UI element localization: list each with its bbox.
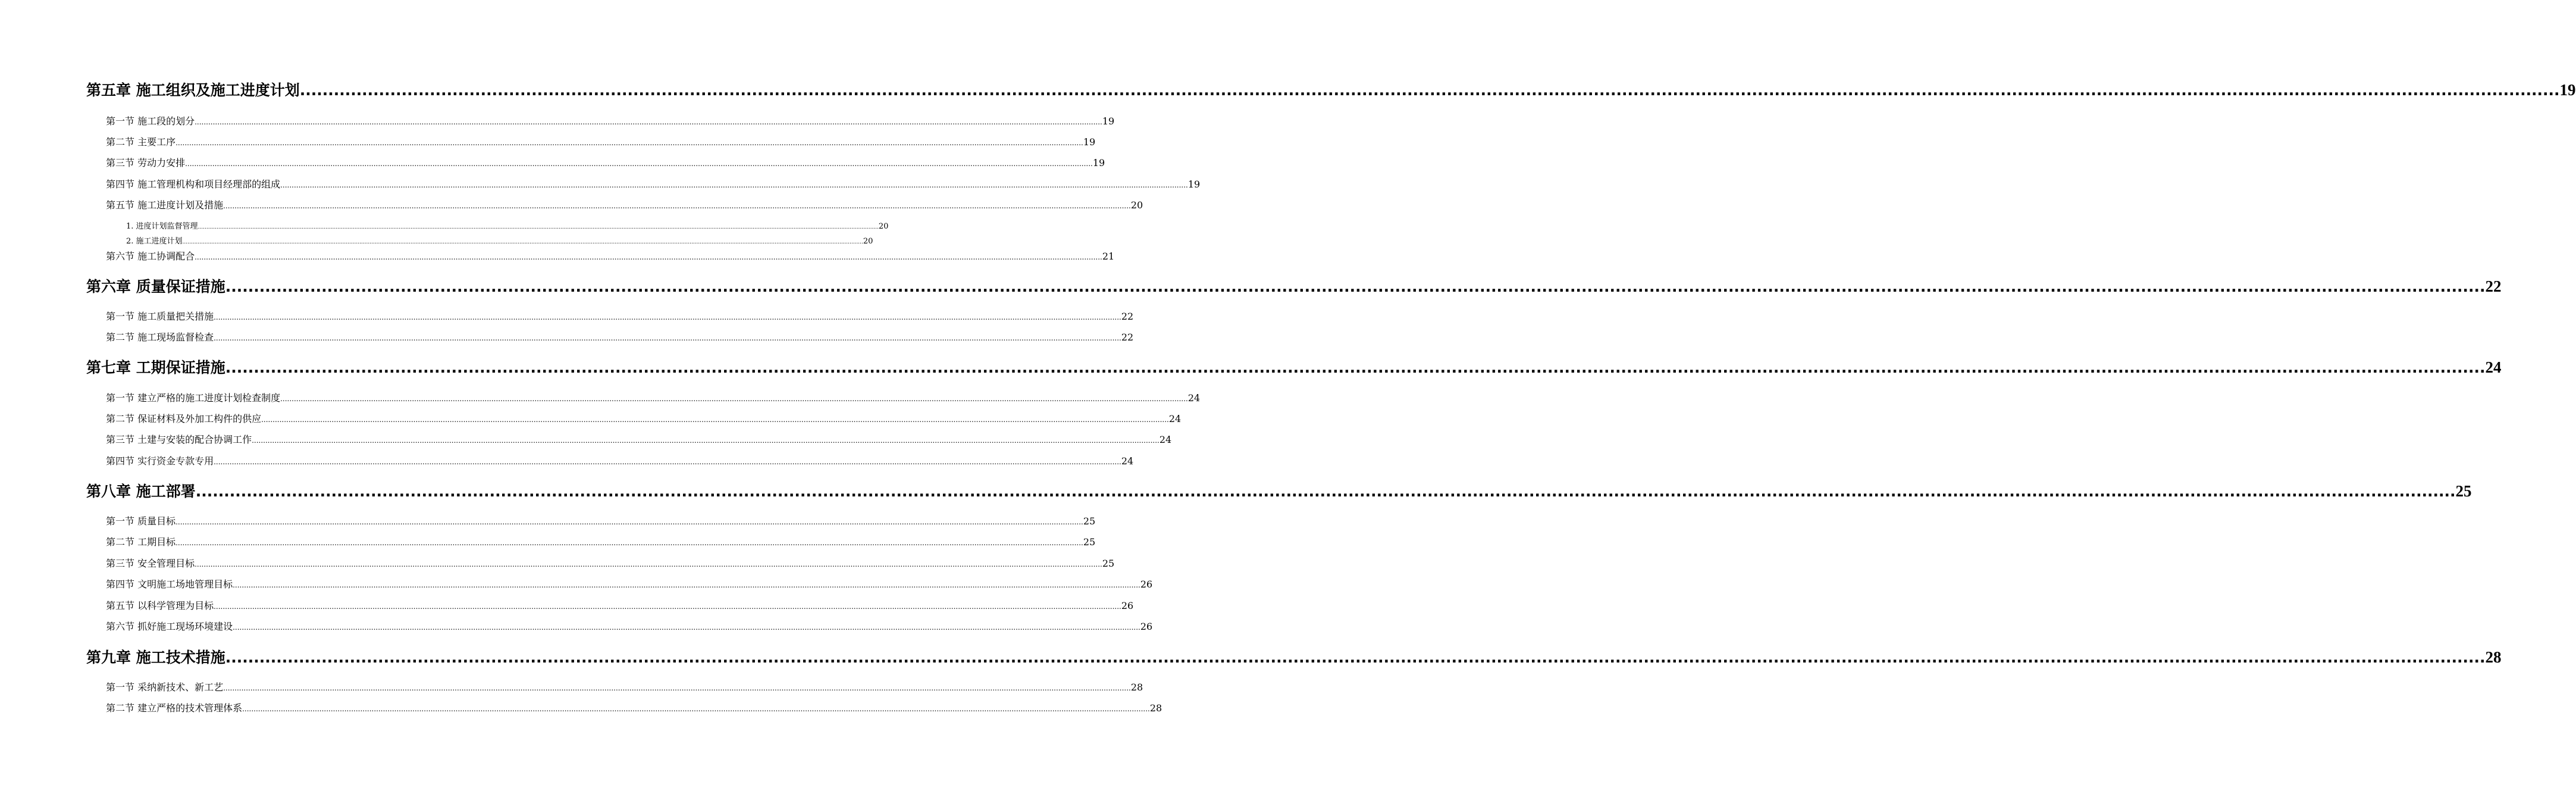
dot-leader: ................................................................................................................................................................................................................................................................................................................................................................................................................ [225, 278, 2486, 295]
toc-page-number: 20 [863, 237, 873, 246]
dot-leader: ................................................................................................................................................................................................................................................................................................................................................................................................................ [214, 602, 1121, 611]
toc-page-number: 19 [1083, 136, 1096, 148]
toc-entry-title: 第三节 劳动力安排 [106, 157, 186, 168]
toc-page-number: 24 [1121, 455, 1134, 467]
toc-entry-title: 第六节 抓好施工现场环境建设 [106, 621, 233, 632]
toc-entry-title: 第一节 质量目标 [106, 515, 176, 527]
toc-entry-section[interactable] [106, 454, 1134, 467]
dot-leader: ................................................................................................................................................................................................................................................................................................................................................................................................................ [195, 118, 1102, 126]
dot-leader: ................................................................................................................................................................................................................................................................................................................................................................................................................ [176, 539, 1083, 547]
toc-page-number: 19 [2559, 81, 2576, 99]
dot-leader: ................................................................................................................................................................................................................................................................................................................................................................................................................ [185, 160, 1093, 168]
dot-leader: ................................................................................................................................................................................................................................................................................................................................................................................................................ [242, 705, 1150, 713]
toc-entry-chapter[interactable] [86, 79, 2576, 99]
toc-entry-title: 2. 施工进度计划 [126, 237, 183, 246]
dot-leader: ................................................................................................................................................................................................................................................................................................................................................................................................................ [299, 82, 2560, 99]
toc-page-number: 28 [2485, 648, 2502, 666]
dot-leader: ................................................................................................................................................................................................................................................................................................................................................................................................................ [223, 202, 1131, 210]
toc-entry-title: 第六节 施工协调配合 [106, 251, 195, 262]
dot-leader: ................................................................................................................................................................................................................................................................................................................................................................................................................ [182, 239, 863, 245]
dot-leader: ................................................................................................................................................................................................................................................................................................................................................................................................................ [280, 395, 1188, 403]
toc-entry-section[interactable] [106, 114, 1115, 127]
toc-page-number: 21 [1102, 251, 1115, 262]
toc-entry-section[interactable] [106, 198, 1143, 211]
dot-leader: ................................................................................................................................................................................................................................................................................................................................................................................................................ [233, 581, 1140, 589]
toc-page-number: 22 [2485, 277, 2502, 295]
toc-entry-title: 第五节 以科学管理为目标 [106, 600, 214, 611]
dot-leader: ................................................................................................................................................................................................................................................................................................................................................................................................................ [223, 684, 1131, 692]
toc-entry-section[interactable] [106, 135, 1096, 148]
toc-page-number: 24 [1187, 392, 1201, 404]
toc-page-number: 24 [1168, 413, 1182, 424]
toc-entry-chapter[interactable] [86, 356, 2502, 376]
toc-page-number: 26 [1121, 600, 1134, 611]
toc-page-number: 20 [1130, 199, 1143, 211]
toc-page-number: 28 [1149, 702, 1162, 714]
toc-page-number: 26 [1140, 579, 1153, 590]
toc-entry-section[interactable] [106, 701, 1162, 714]
toc-page-number: 24 [1159, 434, 1172, 445]
toc-page-number: 19 [1092, 157, 1105, 168]
dot-leader: ................................................................................................................................................................................................................................................................................................................................................................................................................ [280, 181, 1188, 189]
dot-leader: ................................................................................................................................................................................................................................................................................................................................................................................................................ [176, 139, 1083, 147]
toc-entry-title: 第一节 建立严格的施工进度计划检查制度 [106, 392, 281, 404]
toc-entry-section[interactable] [106, 577, 1153, 590]
toc-entry-title: 第三节 土建与安装的配合协调工作 [106, 434, 252, 445]
toc-entry-section[interactable] [106, 330, 1134, 343]
dot-leader: ................................................................................................................................................................................................................................................................................................................................................................................................................ [214, 313, 1121, 321]
toc-entry-title: 第二节 保证材料及外加工构件的供应 [106, 413, 262, 424]
toc-entry-section[interactable] [106, 598, 1134, 611]
toc-page-number: 19 [1102, 115, 1115, 127]
toc-entry-section[interactable] [106, 177, 1201, 190]
toc-entry-sub[interactable] [126, 235, 873, 246]
toc-entry-title: 第八章 施工部署 [86, 483, 196, 500]
dot-leader: ................................................................................................................................................................................................................................................................................................................................................................................................................ [198, 224, 879, 230]
toc-entry-title: 第七章 工期保证措施 [86, 359, 225, 376]
dot-leader: ................................................................................................................................................................................................................................................................................................................................................................................................................ [214, 334, 1121, 342]
dot-leader: ................................................................................................................................................................................................................................................................................................................................................................................................................ [225, 649, 2486, 666]
toc-entry-title: 第四节 实行资金专款专用 [106, 455, 214, 467]
dot-leader: ................................................................................................................................................................................................................................................................................................................................................................................................................ [214, 458, 1121, 466]
dot-leader: ................................................................................................................................................................................................................................................................................................................................................................................................................ [261, 415, 1169, 424]
toc-entry-section[interactable] [106, 556, 1115, 569]
toc-entry-section[interactable] [106, 432, 1172, 445]
toc-entry-title: 第四节 施工管理机构和项目经理部的组成 [106, 179, 281, 190]
toc-page-number: 28 [1130, 682, 1143, 693]
toc-entry-title: 第六章 质量保证措施 [86, 278, 225, 295]
toc-entry-title: 第二节 工期目标 [106, 536, 176, 548]
toc-page-number: 22 [1121, 332, 1134, 343]
dot-leader: ................................................................................................................................................................................................................................................................................................................................................................................................................ [195, 253, 1102, 261]
dot-leader: ................................................................................................................................................................................................................................................................................................................................................................................................................ [225, 359, 2486, 376]
dot-leader: ................................................................................................................................................................................................................................................................................................................................................................................................................ [195, 560, 1102, 568]
toc-entry-title: 第三节 安全管理目标 [106, 558, 195, 569]
toc-entry-title: 第五章 施工组织及施工进度计划 [86, 82, 300, 99]
toc-page-number: 25 [2455, 482, 2472, 500]
toc-entry-chapter[interactable] [86, 646, 2502, 666]
toc-entry-title: 第二节 施工现场监督检查 [106, 332, 214, 343]
toc-page-number: 25 [1083, 536, 1096, 548]
toc-entry-title: 第四节 文明施工场地管理目标 [106, 579, 233, 590]
toc-entry-chapter[interactable] [86, 275, 2502, 295]
toc-entry-section[interactable] [106, 535, 1096, 548]
toc-entry-chapter[interactable] [86, 480, 2472, 500]
dot-leader: ................................................................................................................................................................................................................................................................................................................................................................................................................ [252, 436, 1159, 445]
toc-page-number: 22 [1121, 311, 1134, 322]
toc-page-number: 26 [1140, 621, 1153, 632]
toc-entry-section[interactable] [106, 680, 1143, 693]
toc-page-number: 25 [1083, 515, 1096, 527]
toc-entry-section[interactable] [106, 249, 1115, 262]
toc-page-number: 25 [1102, 558, 1115, 569]
toc-entry-title: 1. 进度计划监督管理 [126, 222, 198, 231]
toc-entry-title: 第二节 主要工序 [106, 136, 176, 148]
toc-entry-section[interactable] [106, 155, 1105, 168]
toc-entry-title: 第九章 施工技术措施 [86, 649, 225, 666]
toc-entry-section[interactable] [106, 619, 1153, 632]
dot-leader: ................................................................................................................................................................................................................................................................................................................................................................................................................ [176, 518, 1083, 526]
dot-leader: ................................................................................................................................................................................................................................................................................................................................................................................................................ [195, 483, 2456, 500]
toc-entry-section[interactable] [106, 390, 1201, 404]
toc-page-number: 24 [2485, 358, 2502, 376]
toc-entry-title: 第一节 施工段的划分 [106, 115, 195, 127]
toc-entry-title: 第一节 采纳新技术、新工艺 [106, 682, 224, 693]
dot-leader: ................................................................................................................................................................................................................................................................................................................................................................................................................ [233, 623, 1140, 632]
toc-entry-section[interactable] [106, 309, 1134, 322]
toc-entry-title: 第五节 施工进度计划及措施 [106, 199, 224, 211]
toc-entry-section[interactable] [106, 514, 1096, 527]
toc-entry-title: 第一节 施工质量把关措施 [106, 311, 214, 322]
toc-entry-sub[interactable] [126, 220, 889, 231]
toc-page-number: 19 [1187, 179, 1201, 190]
toc-entry-title: 第二节 建立严格的技术管理体系 [106, 702, 243, 714]
toc-page-number: 20 [878, 222, 889, 231]
toc-entry-section[interactable] [106, 411, 1182, 424]
